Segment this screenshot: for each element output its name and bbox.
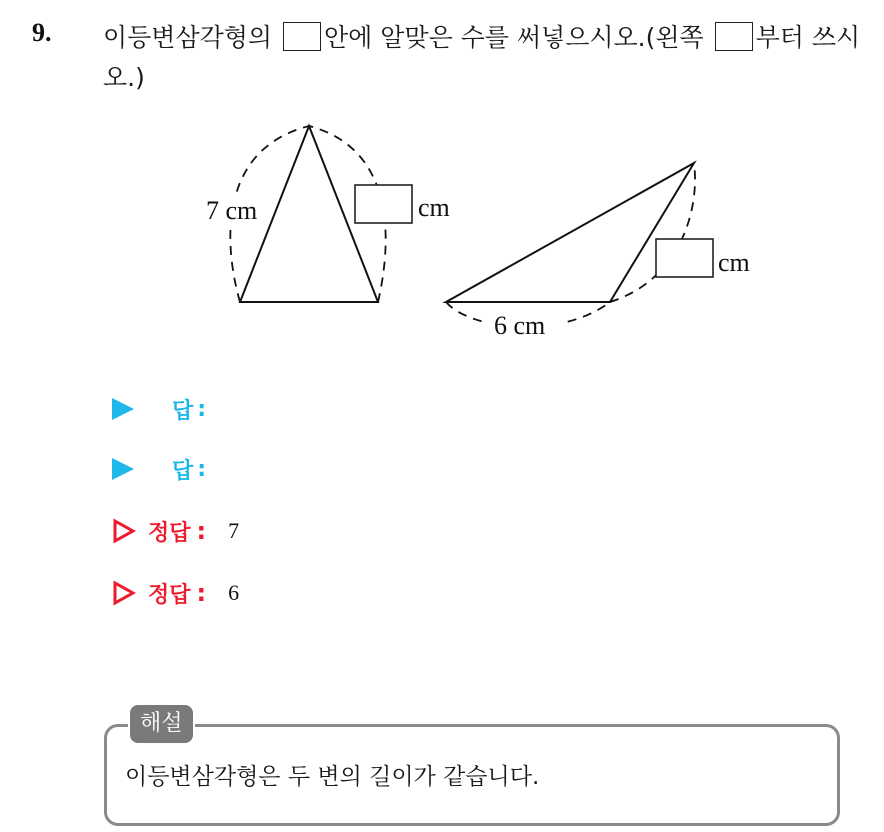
explanation-text: 이등변삼각형은 두 변의 길이가 같습니다. [125,764,540,790]
correct-answer-value: 7 [228,518,240,543]
question-text-part1: 이등변삼각형의 [103,23,273,52]
right-box-unit: cm [718,248,750,277]
question-text-part2: 안에 알맞은 수를 써넣으시오.(왼쪽 [324,23,704,52]
correct-answer-colon: : [196,579,207,607]
correct-answer-row-2 [112,576,239,610]
play-triangle-icon [112,458,134,480]
bottom-side-label: 6 cm [494,311,546,340]
right-answer-box [656,239,713,277]
question-number: 9. [32,18,52,47]
correct-answer-label: 정답 [148,520,191,546]
play-triangle-icon [112,398,134,420]
answer-colon: : [197,456,207,482]
answer-label: 답 [172,458,194,484]
answer-colon: : [197,396,207,422]
answer-row-2[interactable] [112,452,206,486]
right-triangle [446,163,694,302]
explanation-tag: 해설 [128,703,195,745]
correct-answer-row-1 [112,514,239,548]
answer-label: 답 [172,398,194,424]
question-text-part3: 부터 쓰시오.) [103,23,861,92]
correct-answer-colon: : [196,517,207,545]
left-box-unit: cm [418,193,450,222]
triangle-figure [0,0,884,380]
left-side-label: 7 cm [206,196,258,225]
outline-triangle-icon [112,580,136,606]
correct-answer-value: 6 [228,580,240,605]
left-answer-box [355,185,412,223]
answer-row-1[interactable] [112,392,206,426]
outline-triangle-icon [112,518,136,544]
correct-answer-label: 정답 [148,582,191,608]
